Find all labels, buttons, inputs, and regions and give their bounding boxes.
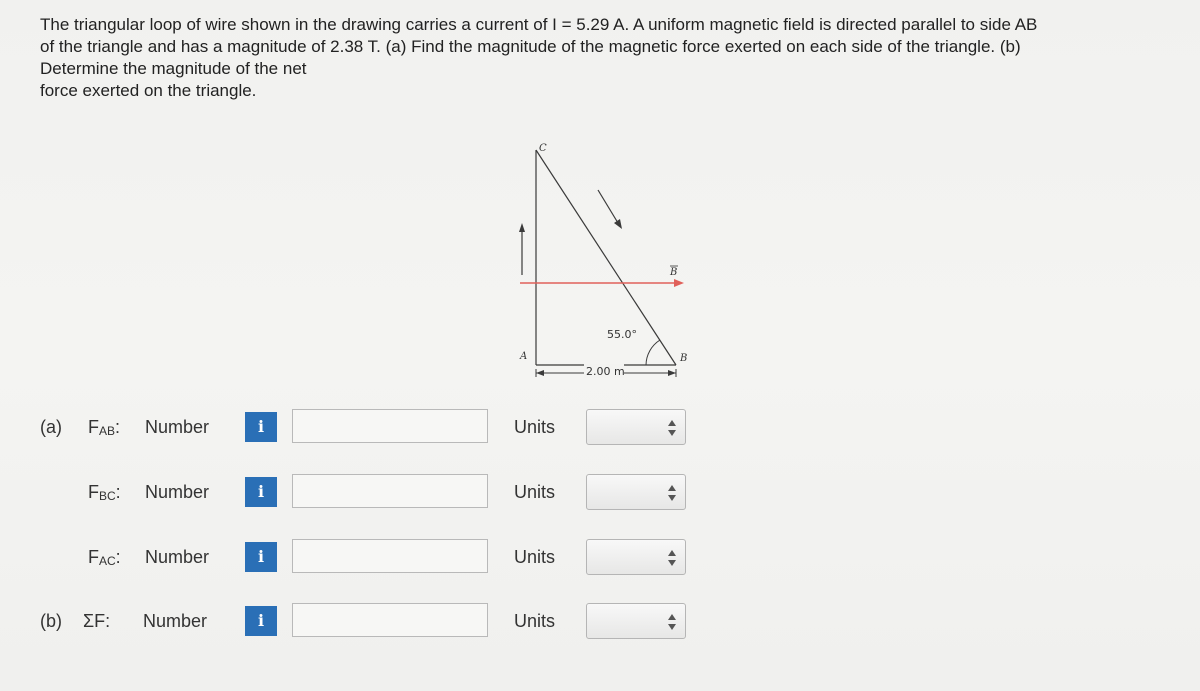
number-label: Number	[145, 482, 210, 502]
info-button[interactable]: i	[245, 542, 277, 572]
answer-input-net[interactable]	[292, 603, 488, 637]
units-label: Units	[514, 482, 556, 502]
info-button[interactable]: i	[245, 606, 277, 636]
part-label-b: (b)	[40, 611, 62, 631]
problem-line-2: of the triangle and has a magnitude of 2.38 T. (a) Find the magnitude of the magnetic force exerted on each side of the triangle. (b)	[40, 37, 1021, 56]
problem-line-1: The triangular loop of wire shown in the drawing carries a current of I = 5.29 A. A uniform magnetic field is directed parallel to side AB	[40, 15, 1038, 34]
var-label-fbc: $F_{BC}$:	[88, 482, 121, 503]
units-label: Units	[514, 611, 556, 631]
current-arrow-bc	[598, 190, 618, 223]
info-button[interactable]: i	[245, 412, 277, 442]
answer-input-fab[interactable]	[292, 409, 488, 443]
answer-input-fac[interactable]	[292, 539, 488, 573]
label-field: B	[670, 267, 678, 278]
info-button[interactable]: i	[245, 477, 277, 507]
units-select-fac[interactable]	[586, 539, 686, 575]
units-select-fab[interactable]	[586, 409, 686, 445]
label-a: A	[520, 351, 528, 362]
problem-line-4: force exerted on the triangle.	[40, 81, 257, 100]
select-arrows-icon	[667, 419, 677, 437]
number-label: Number	[145, 547, 210, 567]
label-b: B	[680, 353, 688, 364]
select-arrows-icon	[667, 613, 677, 631]
part-label-a: (a)	[40, 417, 62, 437]
angle-arc	[646, 340, 660, 365]
answer-input-fbc[interactable]	[292, 474, 488, 508]
units-select-net[interactable]	[586, 603, 686, 639]
units-label: Units	[514, 547, 556, 567]
length-label: 2.00 m	[586, 365, 625, 378]
triangle-diagram	[500, 135, 720, 385]
angle-label: 55.0°	[607, 328, 637, 341]
field-arrowhead	[674, 279, 684, 287]
select-arrows-icon	[667, 484, 677, 502]
current-arrowhead-ac	[519, 223, 525, 232]
current-arrowhead-bc	[614, 219, 622, 229]
label-c: C	[539, 143, 547, 154]
var-label-fac: $F_{AC}$:	[88, 547, 121, 568]
number-label: Number	[143, 611, 208, 631]
units-label: Units	[514, 417, 556, 437]
side-bc	[536, 150, 676, 365]
select-arrows-icon	[667, 549, 677, 567]
problem-line-3: Determine the magnitude of the net	[40, 59, 307, 78]
problem-statement	[40, 14, 1160, 102]
var-label-fab: $F_{AB}$:	[88, 417, 121, 438]
dimension-arrow-right	[668, 370, 676, 376]
var-label-net: ΣF:	[83, 611, 111, 631]
units-select-fbc[interactable]	[586, 474, 686, 510]
number-label: Number	[145, 417, 210, 437]
dimension-arrow-left	[536, 370, 544, 376]
